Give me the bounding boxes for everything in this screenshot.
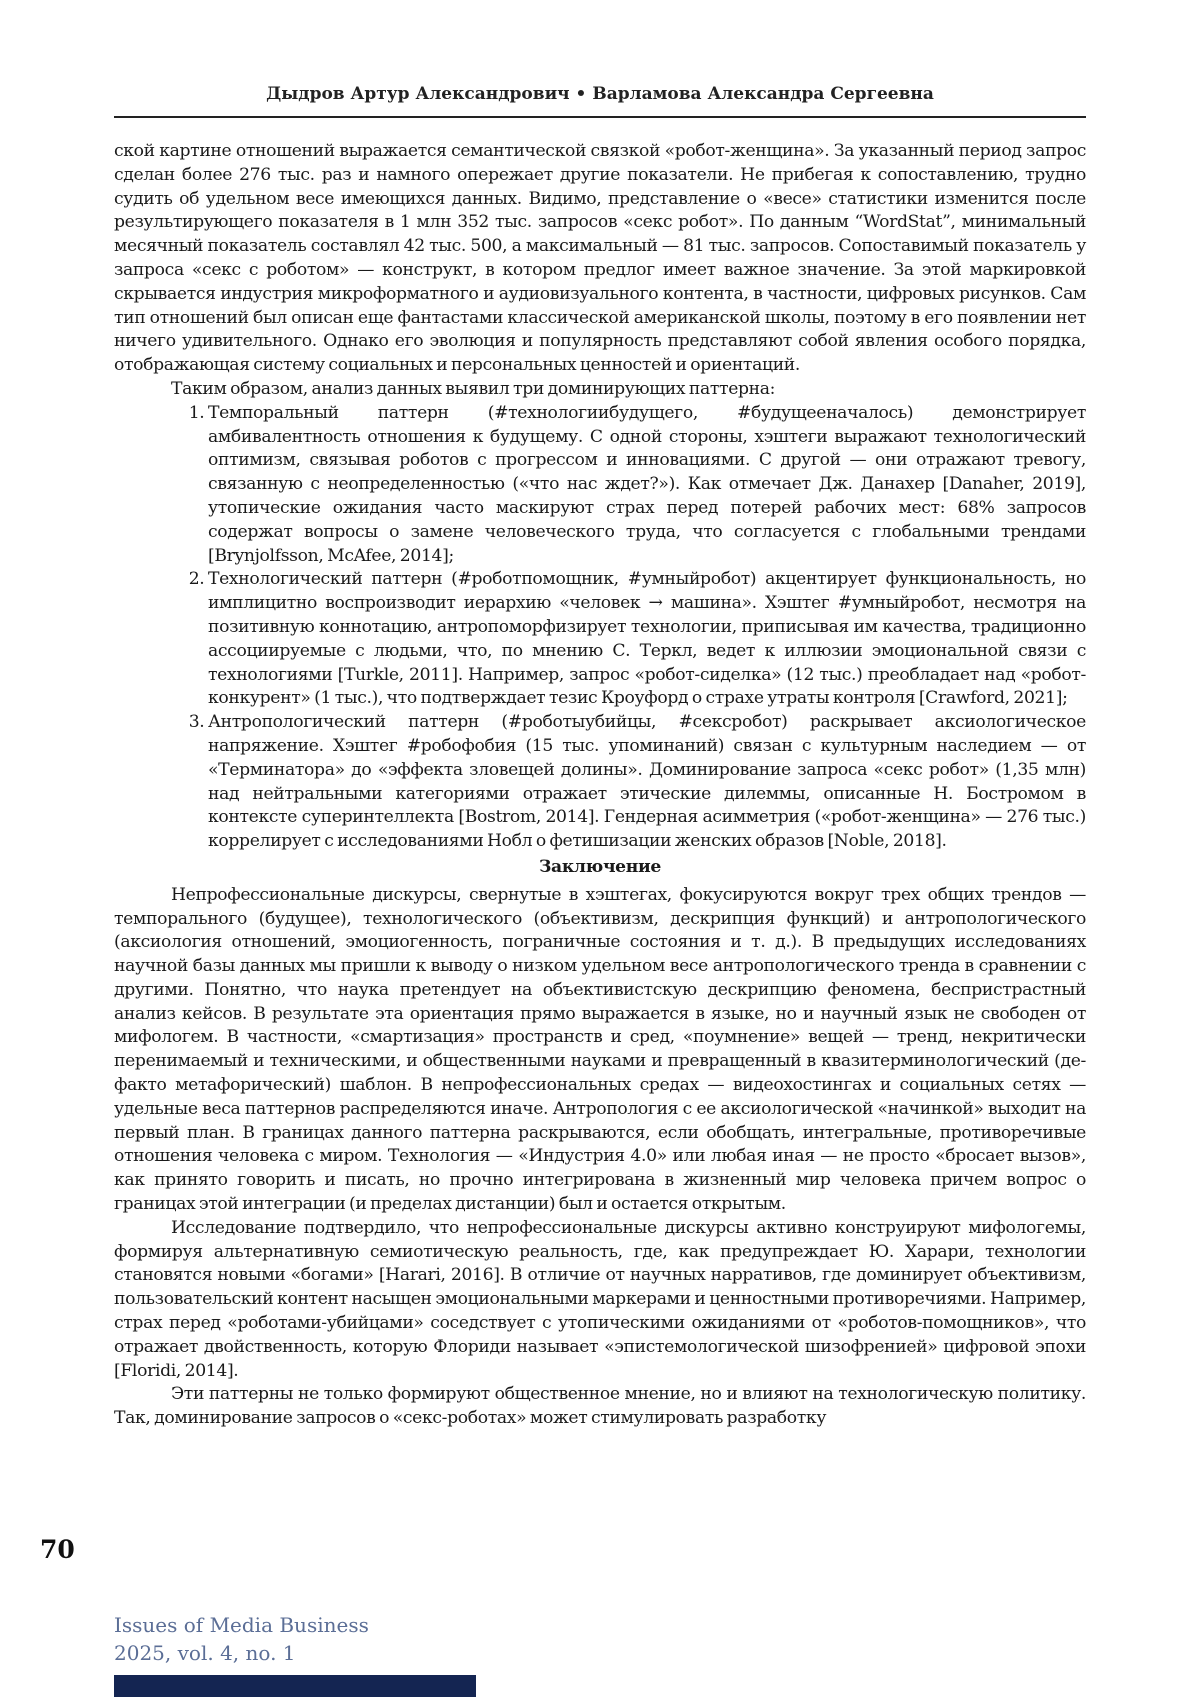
journal-issue: 2025, vol. 4, no. 1 bbox=[114, 1639, 369, 1667]
pattern-list bbox=[114, 402, 1086, 854]
running-header: Дыдров Артур Александрович • Варламова Александра Сергеевна bbox=[114, 84, 1086, 104]
page-number: 70 bbox=[40, 1535, 75, 1564]
article-body bbox=[114, 140, 1086, 1431]
header-rule bbox=[114, 116, 1086, 118]
journal-info bbox=[114, 1611, 369, 1667]
list-item: 2. Технологический паттерн (#роботпомощник, #умныйробот) акцентирует функциональность, но имплицитно воспроизводит иерархию «человек → машина». Хэштег #умныйробот, несмотря на позитивную коннотацию, антропоморфизирует технологии, приписывая им качества, традиционно ассоциируемые с людьми, что, по мнению С. Теркл, ведет к иллюзии эмоциональной связи с технологиями [Turkle, 2011]. Например, запрос «робот-сиделка» (12 тыс.) преобладает над «робот-конкурент» (1 тыс.), что подтверждает тезис Кроуфорд о страхе утраты контроля [Crawford, 2021]; bbox=[208, 568, 1086, 711]
paragraph: Эти паттерны не только формируют общественное мнение, но и влияют на технологическую политику. Так, доминирование запросов о «секс-роботах» может стимулировать разработку bbox=[114, 1383, 1086, 1431]
list-item: 1. Темпоральный паттерн (#технологиибудущего, #будущееначалось) демонстрирует амбивалентность отношения к будущему. С одной стороны, хэштеги выражают технологический оптимизм, связывая роботов с прогрессом и инновациями. С другой — они отражают тревогу, связанную с неопределенностью («что нас ждет?»). Как отмечает Дж. Данахер [Danaher, 2019], утопические ожидания часто маскируют страх перед потерей рабочих мест: 68% запросов содержат вопросы о замене человеческого труда, что согласуется с глобальными трендами [Brynjolfsson, McAfee, 2014]; bbox=[208, 402, 1086, 569]
paragraph: Исследование подтвердило, что непрофессиональные дискурсы активно конструируют мифологемы, формируя альтернативную семиотическую реальность, где, как предупреждает Ю. Харари, технологии становятся новыми «богами» [Harari, 2016]. В отличие от научных нарративов, где доминирует объективизм, пользовательский контент насыщен эмоциональными маркерами и ценностными противоречиями. Например, страх перед «роботами-убийцами» соседствует с утопическими ожиданиями от «роботов-помощников», что отражает двойственность, которую Флориди называет «эпистемологической шизофренией» цифровой эпохи [Floridi, 2014]. bbox=[114, 1217, 1086, 1384]
journal-name: Issues of Media Business bbox=[114, 1611, 369, 1639]
paragraph: Таким образом, анализ данных выявил три доминирующих паттерна: bbox=[114, 378, 1086, 402]
paragraph: ской картине отношений выражается семантической связкой «робот-женщина». За указанный период запрос сделан более 276 тыс. раз и намного опережает другие показатели. Не прибегая к сопоставлению, трудно судить об удельном весе имеющихся данных. Видимо, представление о «весе» статистики изменится после результирующего показателя в 1 млн 352 тыс. запросов «секс робот». По данным “WordStat”, минимальный месячный показатель составлял 42 тыс. 500, а максимальный — 81 тыс. запросов. Сопоставимый показатель у запроса «секс с роботом» — конструкт, в котором предлог имеет важное значение. За этой маркировкой скрывается индустрия микроформатного и аудиовизуального контента, в частности, цифровых рисунков. Сам тип отношений был описан еще фантастами классической американской школы, поэтому в его появлении нет ничего удивительного. Однако его эволюция и популярность представляют собой явления особого порядка, отображающая систему социальных и персональных ценностей и ориентаций. bbox=[114, 140, 1086, 378]
list-item: 3. Антропологический паттерн (#роботыубийцы, #сексробот) раскрывает аксиологическое напряжение. Хэштег #робофобия (15 тыс. упоминаний) связан с культурным наследием — от «Терминатора» до «эффекта зловещей долины». Доминирование запроса «секс робот» (1,35 млн) над нейтральными категориями отражает этические дилеммы, описанные Н. Бостромом в контексте суперинтеллекта [Bostrom, 2014]. Гендерная асимметрия («робот-женщина» — 276 тыс.) коррелирует с исследованиями Нобл о фетишизации женских образов [Noble, 2018]. bbox=[208, 711, 1086, 854]
footer-bar bbox=[114, 1675, 476, 1697]
paragraph: Непрофессиональные дискурсы, свернутые в хэштегах, фокусируются вокруг трех общих трендов — темпорального (будущее), технологического (объективизм, дескрипция функций) и антропологического (аксиология отношений, эмоциогенность, пограничные состояния и т. д.). В предыдущих исследованиях научной базы данных мы пришли к выводу о низком удельном весе антропологического тренда в сравнении с другими. Понятно, что наука претендует на объективистскую дескрипцию феномена, беспристрастный анализ кейсов. В результате эта ориентация прямо выражается в языке, но и научный язык не свободен от мифологем. В частности, «смартизация» пространств и сред, «поумнение» вещей — тренд, некритически перенимаемый и техническими, и общественными науками и превращенный в квазитерминологический (де-факто метафорический) шаблон. В непрофессиональных средах — видеохостингах и социальных сетях — удельные веса паттернов распределяются иначе. Антропология с ее аксиологической «начинкой» выходит на первый план. В границах данного паттерна раскрываются, если обобщать, интегральные, противоречивые отношения человека с миром. Технология — «Индустрия 4.0» или любая иная — не просто «бросает вызов», как принято говорить и писать, но прочно интегрирована в жизненный мир человека причем вопрос о границах этой интеграции (и пределах дистанции) был и остается открытым. bbox=[114, 884, 1086, 1217]
section-title: Заключение bbox=[114, 856, 1086, 880]
